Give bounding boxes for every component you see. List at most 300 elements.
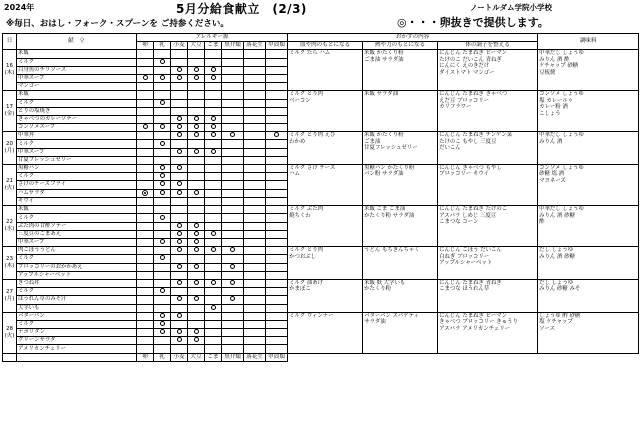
day-weekday: (木) (4, 70, 15, 77)
menu-item: きゃべつのカレーソテー (17, 115, 137, 123)
food-line: カリフラワー (439, 104, 472, 111)
food-group-green (438, 165, 538, 206)
allergen-cell (222, 83, 244, 91)
allergen-cell (188, 296, 205, 304)
seasoning-line: 中華だし しょうゆ (539, 132, 584, 139)
food-line: アスパラ しめじ 三度豆 (439, 212, 497, 219)
day-number: 28 (6, 325, 13, 332)
day-cell (3, 91, 17, 132)
allergen-cell (222, 222, 244, 230)
circle-mark (177, 181, 182, 186)
allergen-cell (222, 99, 244, 107)
day-weekday: (火) (4, 332, 15, 339)
allergen-cell (137, 91, 154, 99)
col-allergy-group: アレルギー源 (137, 34, 288, 42)
allergen-cell (137, 198, 154, 206)
allergen-cell (244, 320, 266, 328)
allergen-cell (137, 345, 154, 353)
allergen-cell (222, 156, 244, 164)
menu-table (2, 33, 639, 362)
allergen-cell (171, 189, 188, 198)
allergen-footer: ごま (205, 353, 222, 361)
day-cell (3, 206, 17, 247)
allergen-cell (266, 288, 288, 296)
allergen-cell (266, 83, 288, 91)
allergen-cell (188, 148, 205, 156)
allergen-cell (205, 173, 222, 181)
food-group-red (288, 132, 363, 165)
seasoning-line: コンソメ しょうゆ (539, 165, 584, 171)
circle-mark (194, 264, 199, 269)
allergen-cell (171, 320, 188, 328)
allergen-cell (137, 312, 154, 320)
allergen-cell (188, 239, 205, 247)
allergen-cell (266, 91, 288, 99)
allergen-cell (154, 124, 171, 132)
day-cell (3, 165, 17, 206)
table-row (3, 247, 639, 255)
allergen-cell (154, 214, 171, 222)
menu-item: 三度豆のごまあえ (17, 230, 137, 238)
allergen-cell (244, 271, 266, 279)
allergen-cell (188, 329, 205, 337)
allergen-cell (266, 198, 288, 206)
food-line: ミルク ウィンナー (289, 312, 334, 319)
allergen-header: 大豆 (188, 42, 205, 50)
seasoning-line: ケチャップ 砂糖 (539, 63, 579, 70)
allergen-cell (137, 50, 154, 58)
allergen-cell (188, 255, 205, 263)
allergen-cell (188, 91, 205, 99)
allergen-cell (188, 271, 205, 279)
food-group-red (288, 279, 363, 312)
circle-mark (211, 305, 216, 310)
allergen-header: 魚介類 (222, 42, 244, 50)
allergen-cell (222, 124, 244, 132)
menu-item: ブロッコリーのおかかあえ (17, 263, 137, 271)
allergen-cell (205, 271, 222, 279)
food-line: にんじん たまねぎ ピーマン (439, 50, 507, 57)
allergen-cell (205, 50, 222, 58)
food-line: ミルク とり肉 えび (289, 132, 336, 139)
allergen-cell (154, 91, 171, 99)
allergen-cell (188, 345, 205, 353)
circle-mark (160, 313, 165, 318)
circle-mark (177, 190, 182, 195)
allergen-cell (205, 296, 222, 304)
food-line: アスパラ アメリカンチェリー (439, 325, 511, 332)
allergen-cell (154, 337, 171, 345)
menu-item: ミルク (17, 140, 137, 148)
menu-item: 大学いも (17, 304, 137, 312)
food-line: ベーコン (289, 97, 311, 104)
allergen-cell (154, 165, 171, 173)
allergen-cell (266, 329, 288, 337)
allergen-cell (188, 115, 205, 123)
allergen-footer: 小麦 (171, 353, 188, 361)
allergen-cell (244, 296, 266, 304)
allergen-cell (154, 345, 171, 353)
allergen-cell (137, 337, 154, 345)
day-weekday: (火) (4, 185, 15, 192)
menu-item: ミルク (17, 173, 137, 181)
allergen-cell (154, 206, 171, 214)
allergen-cell (266, 239, 288, 247)
food-group-header: 体の調子を整える (438, 42, 538, 50)
circle-mark (194, 239, 199, 244)
menu-item: 白身魚のチリソース (17, 66, 137, 74)
allergen-cell (171, 279, 188, 287)
menu-item: 米飯 (17, 206, 137, 214)
allergen-cell (244, 173, 266, 181)
menu-item: アップルシャーベット (17, 271, 137, 279)
table-row (3, 50, 639, 58)
allergen-cell (154, 58, 171, 66)
seasoning-cell (538, 279, 639, 312)
food-line: パン粉 サラダ油 (364, 171, 404, 178)
menu-item: 中華スープ (17, 148, 137, 156)
allergen-header: ごま (205, 42, 222, 50)
allergen-cell (266, 115, 288, 123)
food-line: にんじん たまねぎ チンゲン菜 (439, 132, 513, 139)
allergen-cell (205, 288, 222, 296)
day-cell (3, 132, 17, 165)
allergen-footer: 大豆 (188, 353, 205, 361)
allergen-cell (205, 222, 222, 230)
food-line: バターパン スパゲティ (364, 312, 419, 319)
menu-item: 中華丼 (17, 132, 137, 140)
circle-mark (211, 124, 216, 129)
seasoning-cell (538, 247, 639, 280)
allergen-cell (266, 148, 288, 156)
food-line: ごま油 (364, 138, 381, 145)
allergen-cell (154, 230, 171, 238)
circle-mark (177, 223, 182, 228)
allergen-cell (188, 304, 205, 312)
menu-item: ミルク (17, 99, 137, 107)
seasoning-line: しょうゆ 酢 砂糖 (539, 312, 581, 319)
menu-item: とりの塩焼き (17, 107, 137, 115)
circle-mark (160, 100, 165, 105)
allergen-cell (244, 107, 266, 115)
food-group-yellow (363, 50, 438, 91)
menu-item: ほうれん草のみそ汁 (17, 296, 137, 304)
food-line: 米飯 ごま ごま油 (364, 206, 406, 213)
allergen-header: 落花生 (244, 42, 266, 50)
allergen-cell (154, 189, 171, 198)
day-weekday: (金) (4, 111, 15, 118)
food-group-red (288, 206, 363, 247)
circle-mark (194, 190, 199, 195)
allergen-cell (222, 132, 244, 140)
allergen-cell (222, 140, 244, 148)
circle-mark (211, 280, 216, 285)
allergen-cell (244, 247, 266, 255)
circle-mark (160, 173, 165, 178)
circle-mark (160, 321, 165, 326)
menu-item: ミルク (17, 288, 137, 296)
allergen-cell (154, 50, 171, 58)
menu-item: ミルク (17, 58, 137, 66)
allergen-cell (154, 320, 171, 328)
allergen-cell (205, 304, 222, 312)
circle-mark (160, 239, 165, 244)
day-number: 17 (6, 104, 13, 111)
allergen-cell (137, 156, 154, 164)
circle-mark (194, 329, 199, 334)
seasoning-line: 塩 ケチャップ (539, 319, 573, 326)
allergen-cell (171, 66, 188, 74)
food-group-red (288, 91, 363, 132)
menu-item: バターパン (17, 312, 137, 320)
circle-mark (177, 239, 182, 244)
seasoning-cell (538, 50, 639, 91)
allergen-cell (188, 50, 205, 58)
seasoning-line: カレー粉 酒 (539, 104, 568, 111)
allergen-cell (171, 337, 188, 345)
allergen-cell (171, 107, 188, 115)
allergen-cell (171, 132, 188, 140)
allergen-cell (171, 99, 188, 107)
allergen-cell (266, 279, 288, 287)
food-line: 米飯 麩 大学いも (364, 279, 406, 286)
allergen-cell (188, 206, 205, 214)
allergen-cell (244, 337, 266, 345)
allergen-cell (205, 58, 222, 66)
allergen-cell (171, 296, 188, 304)
circle-mark (194, 116, 199, 121)
allergen-cell (188, 181, 205, 189)
allergen-cell (266, 337, 288, 345)
seasoning-line: 豆板醤 (539, 69, 556, 76)
food-group-yellow (363, 206, 438, 247)
allergen-cell (244, 140, 266, 148)
allergen-cell (205, 312, 222, 320)
allergen-cell (205, 279, 222, 287)
table-row (3, 165, 639, 173)
allergen-cell (222, 337, 244, 345)
seasoning-line: だし しょうゆ (539, 247, 574, 254)
allergen-cell (222, 296, 244, 304)
allergen-cell (137, 124, 154, 132)
page-header (0, 0, 640, 36)
allergen-cell (266, 247, 288, 255)
allergen-cell (244, 189, 266, 198)
allergen-cell (244, 124, 266, 132)
allergen-cell (222, 107, 244, 115)
allergen-cell (137, 115, 154, 123)
allergen-cell (222, 173, 244, 181)
allergen-cell (205, 255, 222, 263)
col-seasoning: 調味料 (538, 34, 639, 50)
circle-mark (143, 75, 148, 80)
food-group-yellow (363, 91, 438, 132)
circle-mark (177, 116, 182, 121)
allergen-cell (205, 83, 222, 91)
day-number: 16 (6, 63, 13, 70)
allergen-cell (205, 214, 222, 222)
allergen-cell (244, 279, 266, 287)
allergen-cell (222, 165, 244, 173)
food-line: ミルク 油あげ (289, 279, 324, 286)
allergen-cell (244, 304, 266, 312)
allergen-cell (188, 198, 205, 206)
food-group-yellow (363, 279, 438, 312)
allergen-cell (154, 132, 171, 140)
circle-mark (177, 231, 182, 236)
allergen-cell (137, 74, 154, 82)
allergen-cell (266, 271, 288, 279)
menu-item: きつね丼 (17, 279, 137, 287)
allergen-cell (222, 198, 244, 206)
allergen-cell (171, 304, 188, 312)
food-line: たけのこ だいこん 青ねぎ (439, 56, 502, 63)
allergen-header: 卵 (137, 42, 154, 50)
circle-mark (177, 247, 182, 252)
food-line: きゃべつ ブロッコリー きゅうり (439, 319, 518, 326)
allergen-cell (205, 329, 222, 337)
allergen-cell (188, 337, 205, 345)
allergen-cell (137, 288, 154, 296)
allergen-cell (137, 271, 154, 279)
circle-mark (160, 329, 165, 334)
allergen-cell (222, 312, 244, 320)
circle-mark (177, 337, 182, 342)
food-line: かたくり粉 (364, 286, 392, 293)
allergen-cell (154, 173, 171, 181)
allergen-cell (222, 214, 244, 222)
circle-mark (177, 124, 182, 129)
allergen-cell (137, 263, 154, 271)
allergen-cell (244, 263, 266, 271)
food-group-header: 熱や力のもとになる (363, 42, 438, 50)
allergen-cell (205, 198, 222, 206)
circle-mark (194, 247, 199, 252)
circle-mark (211, 116, 216, 121)
allergen-cell (188, 140, 205, 148)
allergen-cell (266, 304, 288, 312)
allergen-cell (137, 148, 154, 156)
allergen-cell (244, 206, 266, 214)
allergen-cell (137, 140, 154, 148)
day-cell (3, 312, 17, 353)
allergen-cell (188, 288, 205, 296)
allergen-cell (154, 83, 171, 91)
allergen-cell (171, 206, 188, 214)
table-row (3, 91, 639, 99)
allergen-cell (205, 320, 222, 328)
menu-item: ミルク (17, 214, 137, 222)
allergen-cell (171, 222, 188, 230)
allergen-cell (154, 99, 171, 107)
circle-mark (177, 296, 182, 301)
menu-item: ミルク (17, 320, 137, 328)
allergen-cell (137, 83, 154, 91)
allergen-cell (205, 107, 222, 115)
circle-mark (177, 67, 182, 72)
circle-mark (160, 59, 165, 64)
allergen-cell (266, 58, 288, 66)
circle-mark (211, 67, 216, 72)
day-number: 20 (6, 141, 13, 148)
allergen-cell (222, 279, 244, 287)
circle-mark (211, 247, 216, 252)
allergen-cell (137, 247, 154, 255)
menu-item: 甘夏フレッシュゼリー (17, 156, 137, 164)
allergen-cell (171, 91, 188, 99)
circle-mark (177, 165, 182, 170)
seasoning-line: みりん 酒 酢 (539, 56, 570, 63)
menu-item: グリーンサラダ (17, 337, 137, 345)
page-title: 5月分給食献立 (2/3) (176, 2, 307, 16)
allergen-footer: 乳 (154, 353, 171, 361)
allergen-cell (137, 99, 154, 107)
circle-mark (230, 264, 235, 269)
allergen-cell (137, 181, 154, 189)
allergen-cell (154, 329, 171, 337)
day-weekday: (月) (4, 148, 15, 155)
circle-mark (160, 75, 165, 80)
allergen-cell (222, 304, 244, 312)
seasoning-line: マヨネーズ (539, 177, 566, 184)
food-line: にんじん きゃべつ もやし (439, 165, 502, 171)
allergen-cell (188, 247, 205, 255)
utensil-note: ※毎日、おはし・フォーク・スプーンを ご持参ください。 (6, 19, 229, 29)
allergen-cell (137, 173, 154, 181)
food-line: ミルク とり肉 (289, 91, 324, 98)
allergen-cell (244, 83, 266, 91)
allergen-cell (137, 132, 154, 140)
food-line: にんじん たまねぎ 青ねぎ (439, 279, 502, 286)
circle-mark (194, 75, 199, 80)
circle-mark (160, 124, 165, 129)
col-day: 日 (3, 34, 17, 50)
menu-item: 米飯 (17, 91, 137, 99)
circle-mark (160, 190, 165, 195)
food-group-green (438, 279, 538, 312)
allergen-cell (154, 247, 171, 255)
allergen-header: 甲殻類 (266, 42, 288, 50)
allergen-cell (137, 189, 154, 198)
circle-mark (230, 296, 235, 301)
allergen-cell (188, 189, 205, 198)
seasoning-line: 砂糖 塩 酒 (539, 171, 565, 178)
circle-mark (160, 255, 165, 260)
food-line: だいこん (439, 145, 461, 152)
allergen-cell (137, 304, 154, 312)
allergen-cell (171, 198, 188, 206)
food-group-yellow (363, 132, 438, 165)
menu-item: ハムサラダ (17, 189, 137, 198)
allergen-cell (222, 189, 244, 198)
allergen-cell (266, 189, 288, 198)
day-number: 22 (6, 219, 13, 226)
circle-mark (194, 223, 199, 228)
allergen-cell (205, 148, 222, 156)
food-line: ブロッコリー キウイ (439, 171, 490, 178)
allergen-cell (137, 279, 154, 287)
allergen-cell (188, 173, 205, 181)
allergen-header: 乳 (154, 42, 171, 50)
menu-item: キウイ (17, 198, 137, 206)
allergen-cell (222, 66, 244, 74)
food-line: ダイストマト マンゴー (439, 69, 495, 76)
allergen-cell (244, 214, 266, 222)
allergen-cell (188, 74, 205, 82)
allergen-cell (137, 239, 154, 247)
allergen-cell (266, 263, 288, 271)
seasoning-line: ソース (539, 325, 555, 332)
